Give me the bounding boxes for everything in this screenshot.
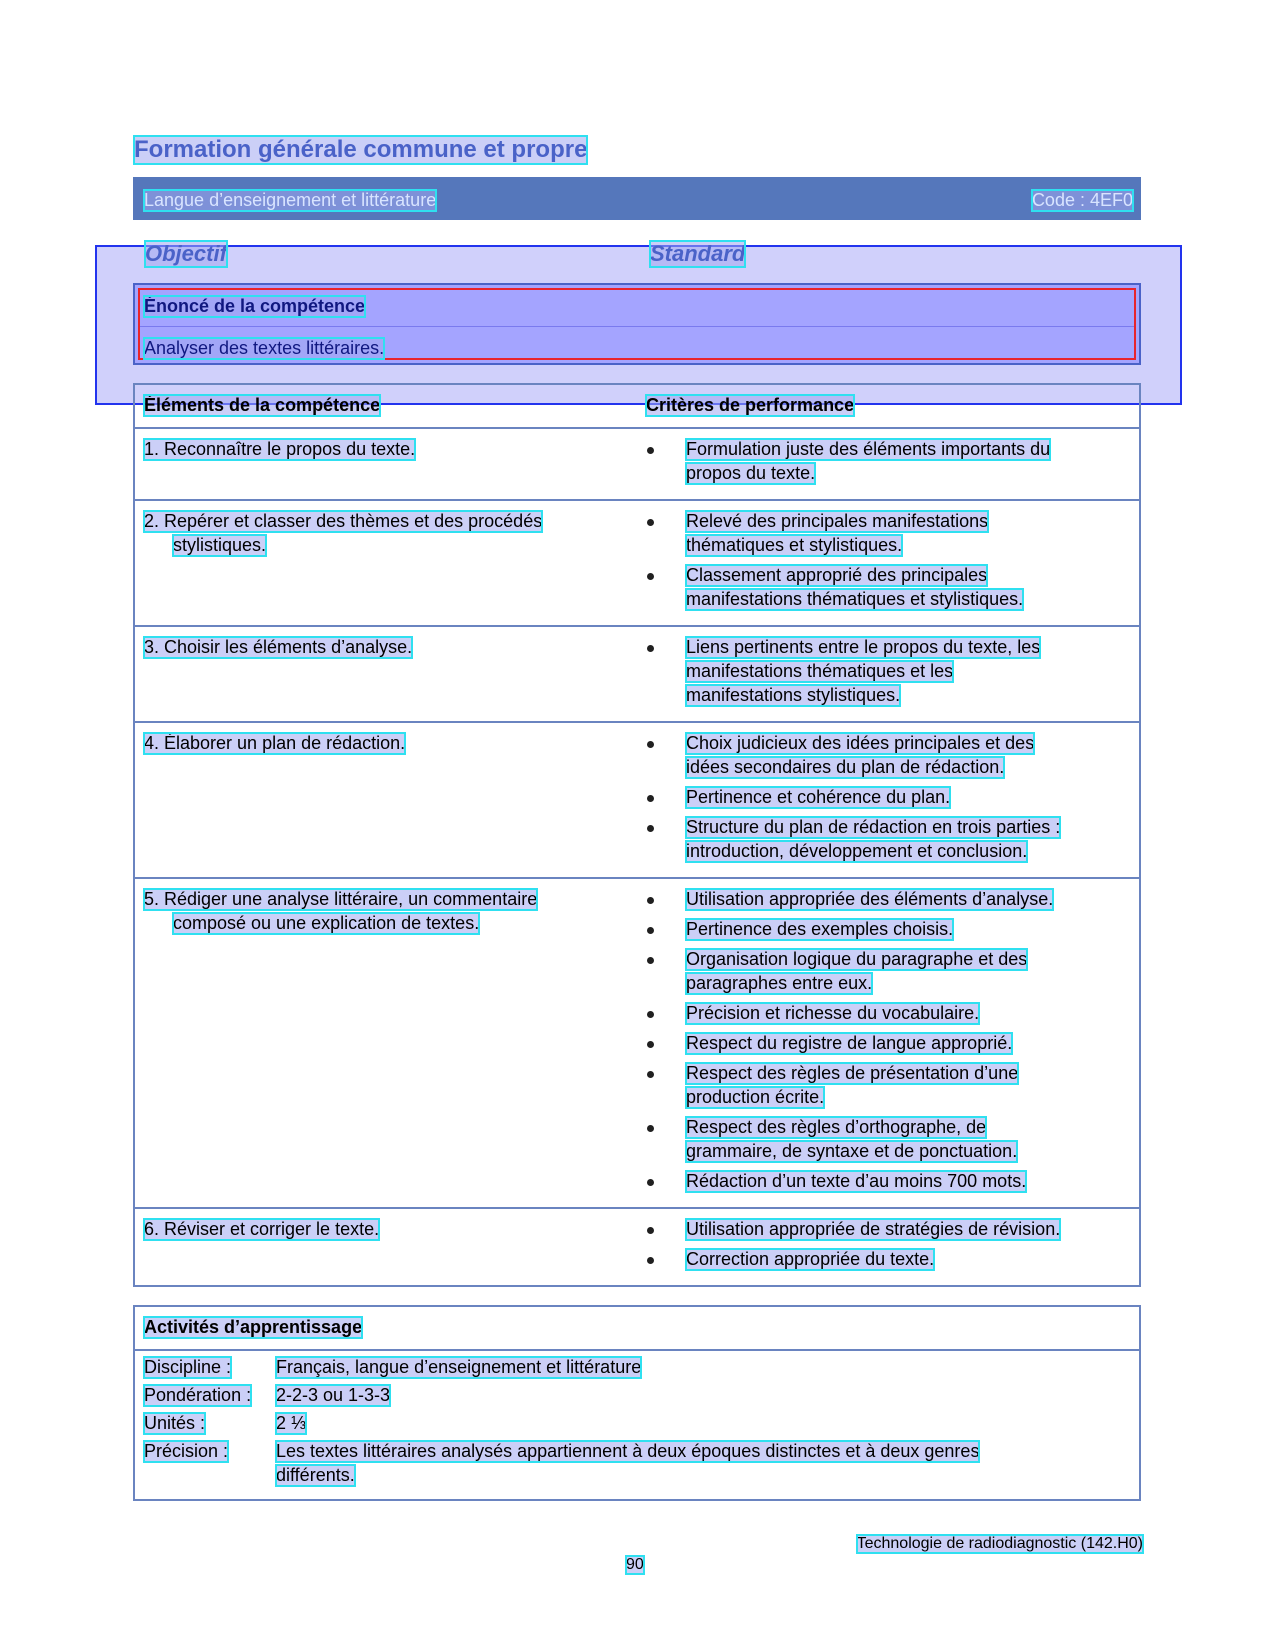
page-title: Formation générale commune et propre: [134, 136, 588, 163]
activite-value: Les textes littéraires analysés appartiennent à deux époques distinctes et à deux genres: [276, 1441, 980, 1461]
page-number: 90: [626, 1556, 644, 1573]
footer-program: Technologie de radiodiagnostic (142.H0): [856, 1535, 1143, 1552]
criterion-text: introduction, développement et conclusion.: [686, 841, 1028, 861]
activite-value: différents.: [276, 1465, 355, 1485]
table-frame: [133, 383, 1141, 1287]
criterion-text: Pertinence et cohérence du plan.: [686, 787, 951, 807]
table-row-element: 6. Réviser et corriger le texte.: [144, 1219, 380, 1239]
criterion-text: manifestations stylistiques.: [686, 685, 901, 705]
criterion-text: idées secondaires du plan de rédaction.: [686, 757, 1005, 777]
criterion-text: Utilisation appropriée des éléments d’analyse.: [686, 889, 1054, 909]
table-row-element: 5. Rédiger une analyse littéraire, un commentaire: [144, 889, 538, 909]
criterion-text: Pertinence des exemples choisis.: [686, 919, 954, 939]
enonce-heading: Énoncé de la compétence: [144, 296, 366, 316]
criterion-text: Organisation logique du paragraphe et des: [686, 949, 1028, 969]
criterion-text: Respect des règles d’orthographe, de: [686, 1117, 987, 1137]
activite-label: Précision :: [144, 1441, 229, 1461]
criterion-text: Choix judicieux des idées principales et des: [686, 733, 1035, 753]
enonce-text: Analyser des textes littéraires.: [144, 338, 385, 358]
criterion-text: production écrite.: [686, 1087, 825, 1107]
activite-value: 2 ⅓: [276, 1413, 307, 1433]
criterion-text: manifestations thématiques et stylistiques.: [686, 589, 1024, 609]
table-row-element: 4. Élaborer un plan de rédaction.: [144, 733, 406, 753]
criterion-text: propos du texte.: [686, 463, 816, 483]
activites-heading: Activités d’apprentissage: [144, 1317, 363, 1337]
criterion-text: paragraphes entre eux.: [686, 973, 873, 993]
criterion-text: Rédaction d’un texte d’au moins 700 mots.: [686, 1171, 1027, 1191]
criterion-text: Relevé des principales manifestations: [686, 511, 989, 531]
enonce-divider: [140, 326, 1134, 327]
activite-label: Discipline :: [144, 1357, 232, 1377]
criterion-text: Précision et richesse du vocabulaire.: [686, 1003, 980, 1023]
criterion-text: manifestations thématiques et les: [686, 661, 954, 681]
activites-frame: [133, 1305, 1141, 1501]
activite-value: 2-2-3 ou 1-3-3: [276, 1385, 391, 1405]
activite-value: Français, langue d’enseignement et littérature: [276, 1357, 642, 1377]
table-row-element: composé ou une explication de textes.: [173, 913, 480, 933]
activite-label: Unités :: [144, 1413, 206, 1433]
criterion-text: Respect des règles de présentation d’une: [686, 1063, 1019, 1083]
criterion-text: Liens pertinents entre le propos du texte, les: [686, 637, 1041, 657]
table-row-element: stylistiques.: [173, 535, 267, 555]
column-header-criteres: Critères de performance: [646, 395, 855, 415]
criterion-text: grammaire, de syntaxe et de ponctuation.: [686, 1141, 1018, 1161]
criterion-text: Correction appropriée du texte.: [686, 1249, 935, 1269]
course-code: Code : 4EF0: [1031, 190, 1133, 210]
criterion-text: Structure du plan de rédaction en trois parties :: [686, 817, 1061, 837]
standard-heading: Standard: [650, 241, 746, 266]
table-row-element: 1. Reconnaître le propos du texte.: [144, 439, 416, 459]
column-header-elements: Éléments de la compétence: [144, 395, 381, 415]
activite-label: Pondération :: [144, 1385, 252, 1405]
table-row-element: 2. Repérer et classer des thèmes et des procédés: [144, 511, 543, 531]
table-row-element: 3. Choisir les éléments d’analyse.: [144, 637, 413, 657]
course-name: Langue d’enseignement et littérature: [144, 190, 437, 210]
objectif-heading: Objectif: [145, 241, 227, 266]
criterion-text: Respect du registre de langue approprié.: [686, 1033, 1013, 1053]
criterion-text: thématiques et stylistiques.: [686, 535, 903, 555]
criterion-text: Formulation juste des éléments importants du: [686, 439, 1051, 459]
criterion-text: Classement approprié des principales: [686, 565, 988, 585]
criterion-text: Utilisation appropriée de stratégies de révision.: [686, 1219, 1061, 1239]
